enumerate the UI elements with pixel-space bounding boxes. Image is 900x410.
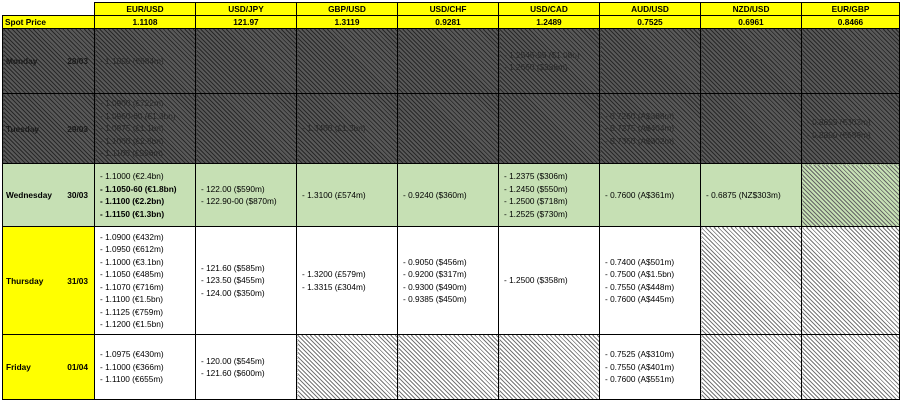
expiry-line: - 0.7500 (A$1.5bn) xyxy=(605,269,675,279)
pair-header: NZD/USD xyxy=(701,3,802,16)
expiry-cell xyxy=(600,164,701,227)
day-row xyxy=(3,29,900,94)
expiry-line: - 1.1100 (€655m) xyxy=(100,374,164,385)
expiry-line: - 1.2525 ($730m) xyxy=(504,208,568,219)
expiry-cell xyxy=(701,227,802,335)
expiry-cell xyxy=(802,335,900,400)
expiry-line: - 0.9385 ($450m) xyxy=(403,294,467,304)
expiry-cell xyxy=(196,94,297,164)
expiry-line: - 122.00 ($590m) xyxy=(201,183,265,194)
expiry-line: - 1.3200 (£579m) xyxy=(302,269,366,279)
day-row xyxy=(3,164,900,227)
pair-header: USD/CAD xyxy=(499,3,600,16)
expiry-cell xyxy=(297,29,398,94)
expiry-line: - 1.1000 (€2.8bn) xyxy=(100,135,164,146)
day-cell xyxy=(3,335,95,400)
expiry-cell xyxy=(499,335,600,400)
expiry-cell xyxy=(701,94,802,164)
expiry-cell xyxy=(499,94,600,164)
day-date: 30/03 xyxy=(67,190,88,200)
expiry-line: - 1.3315 (£304m) xyxy=(302,281,366,292)
expiry-line: - 1.0975 (€430m) xyxy=(100,349,164,360)
pair-header: EUR/USD xyxy=(95,3,196,16)
expiry-line: - 1.2650 ($338m) xyxy=(504,62,568,72)
day-row xyxy=(3,94,900,164)
spot-price-value: 0.6961 xyxy=(701,16,802,29)
spot-price-label: Spot Price xyxy=(3,16,95,29)
expiry-cell xyxy=(802,227,900,335)
expiry-cell xyxy=(297,227,398,335)
expiry-line: - 0.7250 (A$388m) xyxy=(605,110,675,121)
expiry-cell xyxy=(297,335,398,400)
expiry-line: - 120.00 ($545m) xyxy=(201,355,265,366)
expiry-line: - 1.2500 ($718m) xyxy=(504,196,568,206)
expiry-line: - 122.90-00 ($870m) xyxy=(201,196,277,206)
expiry-line: - 0.7550 (A$401m) xyxy=(605,361,675,372)
day-name: Wednesday xyxy=(6,190,52,200)
expiry-line: - 1.1000 (€3.1bn) xyxy=(100,256,164,267)
expiry-line: - 1.1050-60 (€1.8bn) xyxy=(100,183,177,194)
expiry-cell xyxy=(802,29,900,94)
expiry-cell xyxy=(196,29,297,94)
expiry-cell xyxy=(297,164,398,227)
expiry-line: - 1.1100 (€1.5bn) xyxy=(100,294,164,304)
day-date: 28/03 xyxy=(67,56,88,66)
expiry-line: - 0.9300 ($490m) xyxy=(403,281,467,292)
expiry-line: - 1.1000 (€366m) xyxy=(100,361,164,372)
spot-price-row xyxy=(3,16,900,29)
expiry-line: - 1.3400 (£1.3bn) xyxy=(302,123,366,134)
day-row xyxy=(3,227,900,335)
expiry-line: - 0.8655 (€302m) xyxy=(807,117,871,127)
expiry-line: - 1.1070 (€716m) xyxy=(100,281,164,292)
expiry-cell xyxy=(499,29,600,94)
day-cell xyxy=(3,29,95,94)
expiry-cell xyxy=(499,227,600,335)
expiry-line: - 1.3100 (£574m) xyxy=(302,189,366,200)
expiry-cell xyxy=(499,164,600,227)
expiry-cell xyxy=(701,335,802,400)
expiry-cell xyxy=(600,227,701,335)
expiry-cell xyxy=(600,29,701,94)
expiry-line: - 0.7600 (A$551m) xyxy=(605,374,675,385)
expiry-line: - 1.1200 (€1.5bn) xyxy=(100,319,164,329)
expiry-cell xyxy=(701,29,802,94)
expiry-cell xyxy=(398,227,499,335)
pair-header: AUD/USD xyxy=(600,3,701,16)
expiry-cell xyxy=(398,164,499,227)
expiry-line: - 123.50 ($455m) xyxy=(201,275,265,286)
expiry-cell xyxy=(95,335,196,400)
expiry-cell xyxy=(95,94,196,164)
day-name: Thursday xyxy=(6,275,44,286)
expiry-line: - 1.1000 (€2.4bn) xyxy=(100,171,164,181)
day-date: 29/03 xyxy=(67,123,88,134)
expiry-line: - 121.60 ($585m) xyxy=(201,262,265,273)
expiry-line: - 0.7600 (A$445m) xyxy=(605,294,675,304)
spot-price-value: 0.8466 xyxy=(802,16,900,29)
expiry-line: - 1.1150 (€1.3bn) xyxy=(100,208,165,219)
expiry-line: - 1.2450 ($550m) xyxy=(504,183,568,194)
expiry-line: - 0.6875 (NZ$303m) xyxy=(706,189,781,200)
day-cell xyxy=(3,227,95,335)
expiry-line: - 1.0950-60 (€1.3bn) xyxy=(100,110,176,121)
expiry-line: - 1.1100 (€2.2bn) xyxy=(100,196,165,206)
expiry-cell xyxy=(398,29,499,94)
expiry-cell xyxy=(600,335,701,400)
header-corner xyxy=(3,3,95,16)
pair-header: USD/JPY xyxy=(196,3,297,16)
expiry-cell xyxy=(802,164,900,227)
expiry-line: - 0.7275 (A$404m) xyxy=(605,123,675,134)
spot-price-value: 1.3119 xyxy=(297,16,398,29)
header-row xyxy=(3,3,900,16)
expiry-line: - 1.0950 (€612m) xyxy=(100,244,164,254)
expiry-line: - 0.9050 ($456m) xyxy=(403,256,467,267)
expiry-line: - 1.1050 (€485m) xyxy=(100,269,164,279)
expiry-cell xyxy=(297,94,398,164)
expiry-cell xyxy=(95,227,196,335)
expiry-line: - 0.8800 (€589m) xyxy=(807,129,871,140)
pair-header: GBP/USD xyxy=(297,3,398,16)
expiry-line: - 0.7550 (A$448m) xyxy=(605,281,675,292)
expiry-line: - 0.7600 (A$361m) xyxy=(605,189,675,200)
day-date: 01/04 xyxy=(67,362,88,372)
day-row xyxy=(3,335,900,400)
expiry-line: - 0.7525 (A$310m) xyxy=(605,349,675,360)
expiry-line: - 1.1125 (€759m) xyxy=(100,306,164,317)
spot-price-value: 0.7525 xyxy=(600,16,701,29)
expiry-cell xyxy=(196,335,297,400)
expiry-line: - 1.2375 ($306m) xyxy=(504,171,568,181)
expiry-cell xyxy=(95,29,196,94)
spot-price-value: 1.2489 xyxy=(499,16,600,29)
day-name: Tuesday xyxy=(6,123,40,134)
expiry-line: - 0.9200 ($317m) xyxy=(403,269,467,279)
expiry-line: - 0.7400 (A$501m) xyxy=(605,256,675,267)
expiry-cell xyxy=(95,164,196,227)
day-name: Friday xyxy=(6,362,31,372)
spot-price-value: 121.97 xyxy=(196,16,297,29)
day-cell xyxy=(3,164,95,227)
expiry-line: - 1.2500 ($358m) xyxy=(504,275,568,286)
expiry-line: - 1.0900 (€432m) xyxy=(100,231,164,242)
expiry-cell xyxy=(600,94,701,164)
expiry-cell xyxy=(802,94,900,164)
day-name: Monday xyxy=(6,56,38,66)
expiry-line: - 0.9240 ($360m) xyxy=(403,189,467,200)
expiry-cell xyxy=(701,164,802,227)
spot-price-value: 1.1108 xyxy=(95,16,196,29)
expiry-line: - 1.1000 (€584m) xyxy=(100,55,164,66)
expiry-cell xyxy=(398,94,499,164)
expiry-line: - 1.2545-55 ($1.08n) xyxy=(504,49,580,60)
spot-price-value: 0.9281 xyxy=(398,16,499,29)
expiry-line: - 1.0975 (€1.1bn) xyxy=(100,123,164,134)
expiry-cell xyxy=(398,335,499,400)
fx-option-expiries-table xyxy=(2,2,900,400)
expiry-line: - 121.60 ($600m) xyxy=(201,368,265,378)
expiry-line: - 0.7350 (A$302m) xyxy=(605,135,675,146)
expiry-line: - 124.00 ($350m) xyxy=(201,287,265,298)
day-cell xyxy=(3,94,95,164)
expiry-line: - 1.1100 (€556m) xyxy=(100,148,164,159)
expiry-line: - 1.0900 (€722m) xyxy=(100,98,164,109)
expiry-cell xyxy=(196,164,297,227)
day-date: 31/03 xyxy=(67,275,88,286)
pair-header: USD/CHF xyxy=(398,3,499,16)
pair-header: EUR/GBP xyxy=(802,3,900,16)
expiry-cell xyxy=(196,227,297,335)
